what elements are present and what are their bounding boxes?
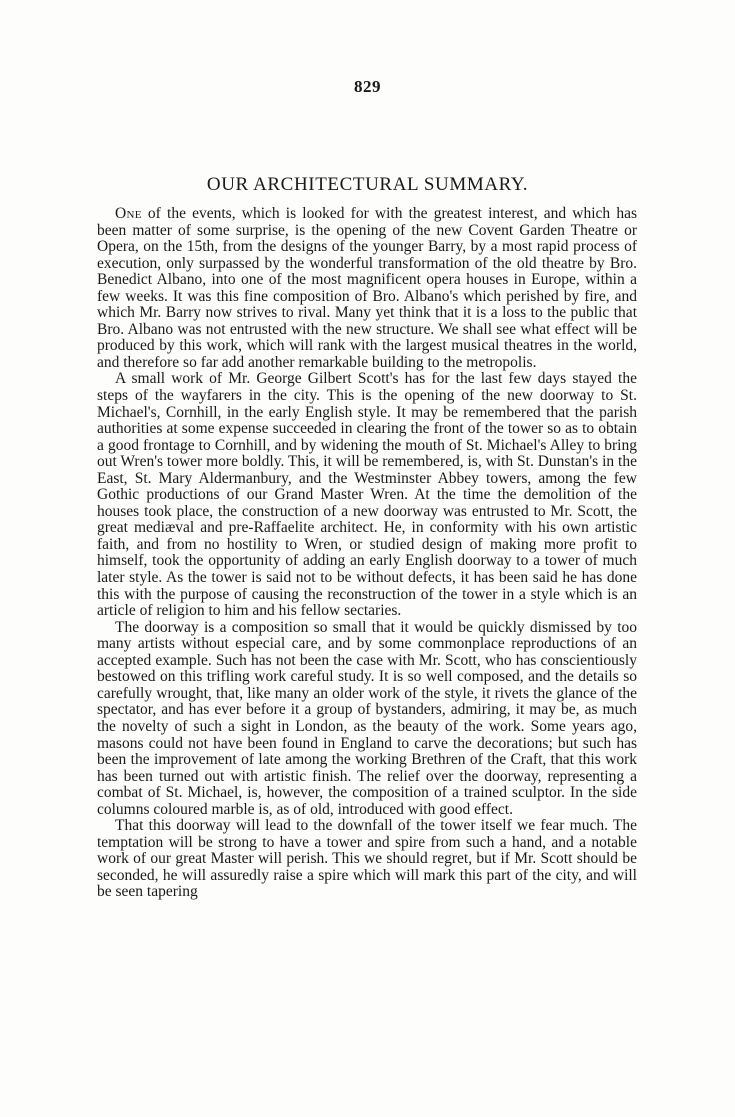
article-body: [97, 206, 637, 901]
paragraph-3: The doorway is a composition so small that it would be quickly dismissed by too many artists without especial care, and by some commonplace reproductions of an accepted example. Such has not been the case with Mr. Scott, who has conscientiously bestowed on this trifling work careful study. It is so well composed, and the details so carefully wrought, that, like many an older work of the style, it rivets the glance of the spectator, and has ever before it a group of bystanders, admiring, it may be, as much the novelty of such a sight in London, as the beauty of the work. Some years ago, masons could not have been found in England to carve the decorations; but such has been the improvement of late among the working Brethren of the Craft, that this work has been turned out with artistic finish. The relief over the doorway, representing a combat of St. Michael, is, however, the composition of a trained sculptor. In the side columns coloured marble is, as of old, introduced with good effect.: [97, 618, 637, 818]
paragraph-1-text: of the events, which is looked for with the greatest interest, and which has been matter of some surprise, is the opening of the new Covent Garden Theatre or Opera, on the 15th, from the designs of the younger Barry, by a most rapid process of execution, only surpassed by the wonderful transformation of the old theatre by Bro. Benedict Albano, into one of the most magnificent opera houses in Europe, within a few weeks. It was this fine composition of Bro. Albano's which perished by fire, and which Mr. Barry now strives to rival. Many yet think that it is a loss to the public that Bro. Albano was not entrusted with the new structure. We shall see what effect will be produced by this work, which will rank with the largest musical theatres in the world, and therefore so far add another remarkable building to the metropolis.: [97, 205, 637, 371]
paragraph-1: [97, 206, 637, 371]
paragraph-4: That this doorway will lead to the downfall of the tower itself we fear much. The temptation will be strong to have a tower and spire from such a hand, and a notable work of our great Master will perish. This we should regret, but if Mr. Scott should be seconded, he will assuredly raise a spire which will mark this part of the city, and will be seen tapering: [97, 817, 637, 901]
paragraph-2: A small work of Mr. George Gilbert Scott's has for the last few days stayed the steps of the wayfarers in the city. This is the opening of the new doorway to St. Michael's, Cornhill, in the early English style. It may be remembered that the parish authorities at some expense succeeded in clearing the front of the tower so as to obtain a good frontage to Cornhill, and by widening the mouth of St. Michael's Alley to bring out Wren's tower more boldly. This, it will be remembered, is, with St. Dunstan's in the East, St. Mary Aldermanbury, and the Westminster Abbey towers, among the few Gothic productions of our Grand Master Wren. At the time the demolition of the houses took place, the construction of a new doorway was entrusted to Mr. Scott, the great mediæval and pre-Raffaelite architect. He, in conformity with his own artistic faith, and from no hostility to Wren, or studied design of making more profit to himself, took the opportunity of adding an early English doorway to a tower of much later style. As the tower is said not to be without defects, it has been said he has done this with the purpose of causing the reconstruction of the tower in a style which is an article of religion to him and his fellow sectaries.: [97, 370, 637, 620]
article-title: OUR ARCHITECTURAL SUMMARY.: [206, 174, 529, 195]
drop-lead-word: One: [115, 205, 142, 222]
page-number: 829: [354, 77, 381, 96]
